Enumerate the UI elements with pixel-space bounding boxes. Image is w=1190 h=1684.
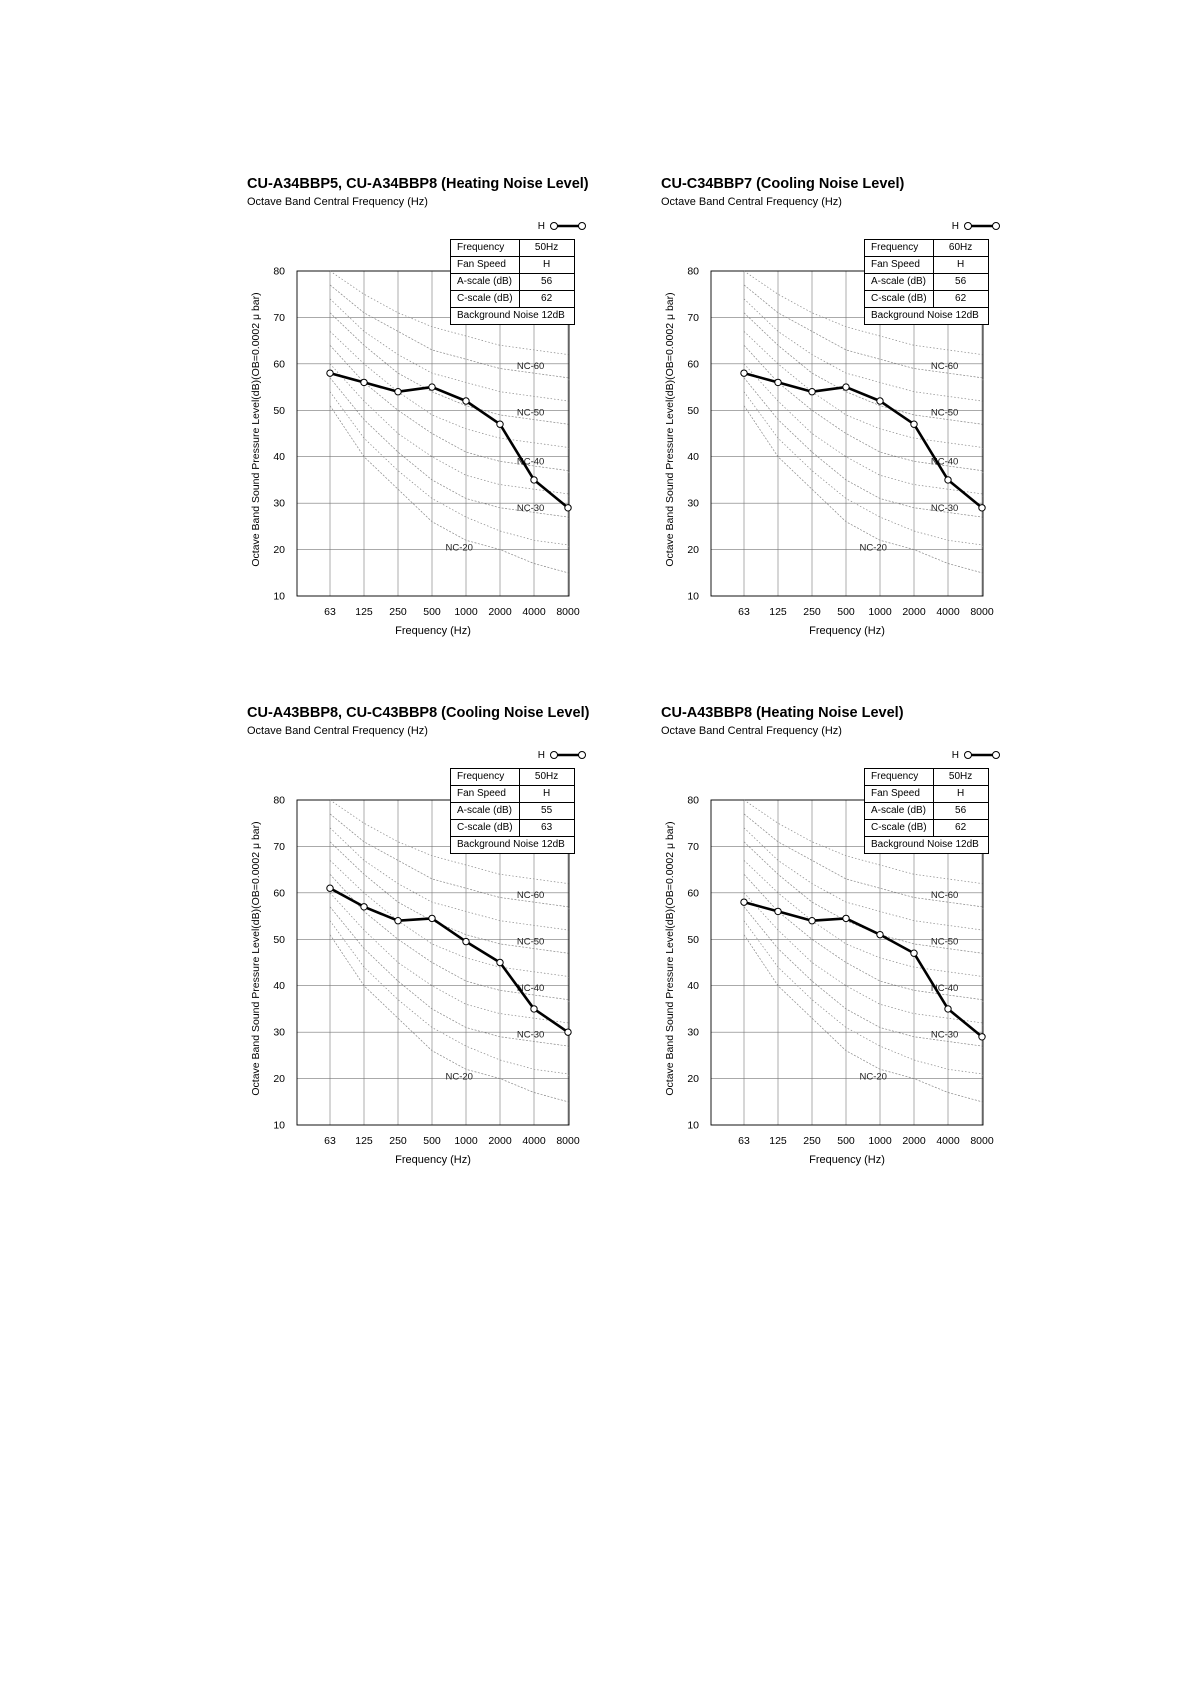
info-label: A-scale (dB) [451,274,520,291]
nc-label: NC-60 [930,361,959,373]
x-tick-label: 500 [837,606,855,618]
x-tick-label: 63 [324,1135,336,1147]
data-point [565,505,571,511]
x-axis-label: Frequency (Hz) [395,625,471,637]
y-tick-label: 30 [687,497,699,510]
y-tick-label: 10 [273,590,285,603]
y-axis-label: Octave Band Sound Pressure Level(dB)(OB=0.0002 μ bar) [250,292,262,567]
data-point [877,931,883,937]
x-tick-label: 1000 [454,1135,478,1147]
data-point [775,379,781,385]
y-tick-label: 10 [687,590,699,603]
x-tick-label: 8000 [556,606,580,618]
info-label: C-scale (dB) [865,291,934,308]
info-table [864,768,989,854]
nc-label: NC-50 [516,936,545,948]
info-c-scale: 63 [519,820,574,837]
nc-label: NC-30 [516,1029,545,1041]
data-point [945,1006,951,1012]
info-label: Fan Speed [451,257,520,274]
y-tick-label: 40 [273,451,285,464]
chart-subtitle: Octave Band Central Frequency (Hz) [247,725,428,737]
legend-label: H [537,749,545,761]
info-label: C-scale (dB) [451,820,520,837]
nc-label: NC-60 [516,361,545,373]
nc-label: NC-60 [930,890,959,902]
info-label: Fan Speed [865,257,934,274]
info-c-scale: 62 [933,820,988,837]
chart-panel-cooling-a43 [247,705,627,1185]
chart-title: CU-A34BBP5, CU-A34BBP8 (Heating Noise Level) [247,176,589,192]
legend [952,220,1001,232]
nc-label: NC-20 [445,1071,473,1083]
data-point [741,370,747,376]
legend-line-icon [549,749,587,761]
chart-title: CU-A43BBP8 (Heating Noise Level) [661,705,904,721]
nc-label: NC-50 [930,407,959,419]
info-frequency: 50Hz [519,769,574,786]
legend [538,220,587,232]
data-point [463,398,469,404]
y-tick-label: 50 [273,933,285,946]
nc-label: NC-40 [930,983,959,995]
x-tick-label: 500 [837,1135,855,1147]
y-axis-label: Octave Band Sound Pressure Level(dB)(OB=0.0002 μ bar) [250,821,262,1096]
data-point [877,398,883,404]
info-c-scale: 62 [933,291,988,308]
info-label: Frequency [865,240,934,257]
chart-subtitle: Octave Band Central Frequency (Hz) [247,196,428,208]
y-tick-label: 40 [273,980,285,993]
y-tick-label: 70 [687,311,699,324]
y-axis-label: Octave Band Sound Pressure Level(dB)(OB=0.0002 μ bar) [664,292,676,567]
nc-label: NC-60 [516,890,545,902]
nc-label: NC-30 [516,502,545,514]
y-axis-label: Octave Band Sound Pressure Level(dB)(OB=0.0002 μ bar) [664,821,676,1096]
nc-label: NC-30 [930,502,959,514]
nc-label: NC-20 [859,1071,887,1083]
data-point [809,918,815,924]
nc-label: NC-40 [516,456,545,468]
x-tick-label: 63 [324,606,336,618]
y-tick-label: 20 [273,544,285,557]
info-background: Background Noise 12dB [451,308,575,325]
info-label: A-scale (dB) [865,803,934,820]
y-tick-label: 50 [687,933,699,946]
y-tick-label: 30 [273,497,285,510]
y-tick-label: 80 [687,794,699,807]
data-point [327,370,333,376]
x-axis-label: Frequency (Hz) [809,625,885,637]
info-fan-speed: H [933,786,988,803]
x-tick-label: 250 [803,1135,821,1147]
data-point [911,421,917,427]
data-point [531,1006,537,1012]
legend-label: H [537,220,545,232]
nc-label: NC-40 [930,456,959,468]
x-tick-label: 2000 [488,1135,512,1147]
data-point [395,389,401,395]
info-label: Frequency [865,769,934,786]
y-tick-label: 70 [273,840,285,853]
data-point [497,421,503,427]
chart-title: CU-A43BBP8, CU-C43BBP8 (Cooling Noise Level) [247,705,590,721]
x-tick-label: 4000 [522,606,546,618]
y-tick-label: 20 [273,1073,285,1086]
nc-label: NC-40 [516,983,545,995]
info-background: Background Noise 12dB [865,308,989,325]
legend-line-icon [963,220,1001,232]
chart-subtitle: Octave Band Central Frequency (Hz) [661,196,842,208]
data-point [463,938,469,944]
x-axis-label: Frequency (Hz) [395,1154,471,1166]
nc-label: NC-20 [445,542,473,554]
info-fan-speed: H [519,257,574,274]
y-tick-label: 10 [687,1119,699,1132]
info-a-scale: 56 [519,274,574,291]
data-point [979,505,985,511]
y-tick-label: 30 [273,1026,285,1039]
data-point [843,915,849,921]
x-tick-label: 500 [423,606,441,618]
chart-panel-cooling-c34 [661,176,1041,656]
data-point [775,908,781,914]
info-frequency: 50Hz [933,769,988,786]
x-tick-label: 250 [389,606,407,618]
info-fan-speed: H [933,257,988,274]
x-tick-label: 125 [355,1135,373,1147]
y-tick-label: 10 [273,1119,285,1132]
y-tick-label: 60 [687,887,699,900]
info-label: C-scale (dB) [451,291,520,308]
info-table [864,239,989,325]
y-tick-label: 40 [687,451,699,464]
chart-title: CU-C34BBP7 (Cooling Noise Level) [661,176,905,192]
legend [952,749,1001,761]
info-label: A-scale (dB) [865,274,934,291]
info-c-scale: 62 [519,291,574,308]
x-axis-label: Frequency (Hz) [809,1154,885,1166]
info-label: C-scale (dB) [865,820,934,837]
data-point [327,885,333,891]
data-point [565,1029,571,1035]
nc-label: NC-30 [930,1029,959,1041]
data-point [911,950,917,956]
chart-panel-heating-a34 [247,176,627,656]
data-point [741,899,747,905]
x-tick-label: 1000 [868,606,892,618]
info-a-scale: 56 [933,803,988,820]
data-point [945,477,951,483]
data-point [843,384,849,390]
x-tick-label: 63 [738,1135,750,1147]
x-tick-label: 125 [769,1135,787,1147]
data-point [395,918,401,924]
info-label: Frequency [451,769,520,786]
data-point [497,959,503,965]
x-tick-label: 4000 [522,1135,546,1147]
y-tick-label: 80 [273,794,285,807]
y-tick-label: 70 [273,311,285,324]
info-table [450,768,575,854]
data-point [429,915,435,921]
y-tick-label: 80 [273,265,285,278]
info-label: Fan Speed [865,786,934,803]
y-tick-label: 60 [273,358,285,371]
x-tick-label: 125 [769,606,787,618]
data-point [979,1034,985,1040]
info-label: Frequency [451,240,520,257]
chart-subtitle: Octave Band Central Frequency (Hz) [661,725,842,737]
y-tick-label: 20 [687,1073,699,1086]
x-tick-label: 8000 [970,1135,994,1147]
info-fan-speed: H [519,786,574,803]
y-tick-label: 60 [273,887,285,900]
y-tick-label: 30 [687,1026,699,1039]
y-tick-label: 50 [687,404,699,417]
data-point [361,904,367,910]
x-tick-label: 2000 [488,606,512,618]
legend [538,749,587,761]
data-point [531,477,537,483]
info-table [450,239,575,325]
y-tick-label: 40 [687,980,699,993]
info-a-scale: 56 [933,274,988,291]
info-frequency: 50Hz [519,240,574,257]
legend-line-icon [549,220,587,232]
data-point [809,389,815,395]
x-tick-label: 8000 [556,1135,580,1147]
y-tick-label: 60 [687,358,699,371]
x-tick-label: 2000 [902,1135,926,1147]
x-tick-label: 250 [389,1135,407,1147]
info-frequency: 60Hz [933,240,988,257]
x-tick-label: 250 [803,606,821,618]
chart-panel-heating-a43 [661,705,1041,1185]
data-point [361,379,367,385]
info-a-scale: 55 [519,803,574,820]
x-tick-label: 4000 [936,606,960,618]
data-point [429,384,435,390]
info-background: Background Noise 12dB [451,837,575,854]
y-tick-label: 50 [273,404,285,417]
x-tick-label: 2000 [902,606,926,618]
x-tick-label: 63 [738,606,750,618]
x-tick-label: 500 [423,1135,441,1147]
y-tick-label: 80 [687,265,699,278]
nc-label: NC-20 [859,542,887,554]
y-tick-label: 70 [687,840,699,853]
y-tick-label: 20 [687,544,699,557]
nc-label: NC-50 [516,407,545,419]
legend-line-icon [963,749,1001,761]
info-background: Background Noise 12dB [865,837,989,854]
x-tick-label: 4000 [936,1135,960,1147]
x-tick-label: 125 [355,606,373,618]
legend-label: H [951,220,959,232]
x-tick-label: 8000 [970,606,994,618]
info-label: Fan Speed [451,786,520,803]
legend-label: H [951,749,959,761]
x-tick-label: 1000 [454,606,478,618]
info-label: A-scale (dB) [451,803,520,820]
x-tick-label: 1000 [868,1135,892,1147]
nc-label: NC-50 [930,936,959,948]
